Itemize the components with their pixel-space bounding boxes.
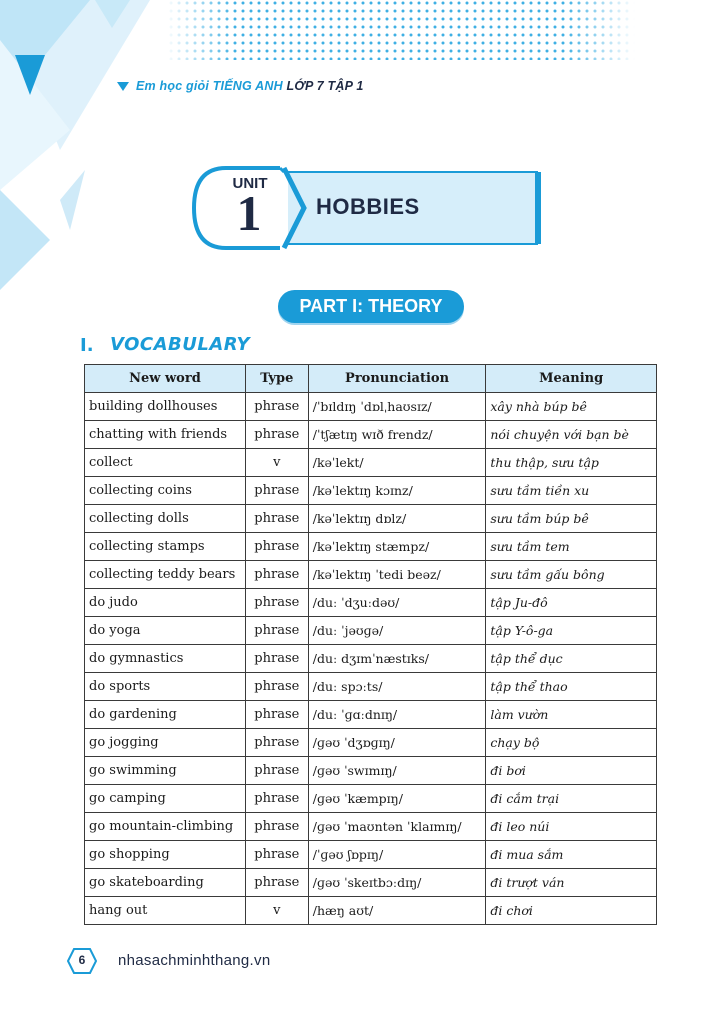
cell-pronunciation: /duː dʒɪmˈnæstɪks/ (308, 645, 486, 673)
table-row (85, 813, 657, 841)
cell-type: phrase (245, 393, 308, 421)
cell-word: do gardening (85, 701, 246, 729)
cell-type: phrase (245, 673, 308, 701)
cell-word: go camping (85, 785, 246, 813)
table-row (85, 645, 657, 673)
cell-pronunciation: /ɡəʊ ˈkæmpɪŋ/ (308, 785, 486, 813)
cell-pronunciation: /kəˈlekt/ (308, 449, 486, 477)
cell-meaning: tập Ju-đô (486, 589, 657, 617)
cell-meaning: tập Y-ô-ga (486, 617, 657, 645)
cell-meaning: nói chuyện với bạn bè (486, 421, 657, 449)
unit-label: UNIT (232, 175, 268, 192)
table-row (85, 617, 657, 645)
page-number: 6 (78, 953, 86, 967)
series-title: Em học giỏi TIẾNG ANH LỚP 7 TẬP 1 (136, 79, 364, 93)
vocabulary-table (84, 364, 657, 925)
cell-word: collecting dolls (85, 505, 246, 533)
column-header-pronunciation: Pronunciation (308, 365, 486, 393)
cell-pronunciation: /duː spɔːts/ (308, 673, 486, 701)
part-heading: PART I: THEORY (278, 290, 464, 323)
cell-word: go swimming (85, 757, 246, 785)
table-row (85, 757, 657, 785)
column-header-word: New word (85, 365, 246, 393)
unit-number: 1 (236, 185, 262, 241)
cell-word: hang out (85, 897, 246, 925)
table-row (85, 589, 657, 617)
cell-word: collect (85, 449, 246, 477)
table-row (85, 841, 657, 869)
cell-word: do gymnastics (85, 645, 246, 673)
cell-pronunciation: /ɡəʊ ˈskeɪtbɔːdɪŋ/ (308, 869, 486, 897)
table-row (85, 477, 657, 505)
cell-type: phrase (245, 785, 308, 813)
table-row (85, 421, 657, 449)
cell-meaning: thu thập, sưu tập (486, 449, 657, 477)
table-row (85, 897, 657, 925)
cell-meaning: chạy bộ (486, 729, 657, 757)
cell-meaning: đi mua sắm (486, 841, 657, 869)
cell-pronunciation: /kəˈlektɪŋ kɔɪnz/ (308, 477, 486, 505)
table-header-row (85, 365, 657, 393)
cell-meaning: làm vườn (486, 701, 657, 729)
cell-type: phrase (245, 729, 308, 757)
cell-type: phrase (245, 841, 308, 869)
cell-pronunciation: /hæŋ aʊt/ (308, 897, 486, 925)
cell-pronunciation: /ɡəʊ ˈdʒɒɡɪŋ/ (308, 729, 486, 757)
cell-meaning: đi bơi (486, 757, 657, 785)
cell-pronunciation: /ɡəʊ ˈswɪmɪŋ/ (308, 757, 486, 785)
cell-pronunciation: /kəˈlektɪŋ ˈtedi beəz/ (308, 561, 486, 589)
column-header-type: Type (245, 365, 308, 393)
cell-pronunciation: /duː ˈɡɑːdnɪŋ/ (308, 701, 486, 729)
cell-word: collecting stamps (85, 533, 246, 561)
cell-pronunciation: /duː ˈdʒuːdəʊ/ (308, 589, 486, 617)
cell-type: v (245, 897, 308, 925)
cell-type: phrase (245, 645, 308, 673)
table-row (85, 561, 657, 589)
cell-meaning: tập thể thao (486, 673, 657, 701)
cell-word: go shopping (85, 841, 246, 869)
table-row (85, 533, 657, 561)
website-link[interactable]: nhasachminhthang.vn (118, 952, 271, 969)
cell-type: phrase (245, 813, 308, 841)
cell-meaning: đi leo núi (486, 813, 657, 841)
cell-word: chatting with friends (85, 421, 246, 449)
unit-title: HOBBIES (316, 194, 420, 219)
cell-type: v (245, 449, 308, 477)
cell-meaning: xây nhà búp bê (486, 393, 657, 421)
page-number-badge (67, 948, 97, 974)
table-row (85, 869, 657, 897)
column-header-meaning: Meaning (486, 365, 657, 393)
cell-word: go skateboarding (85, 869, 246, 897)
cell-word: go jogging (85, 729, 246, 757)
cell-type: phrase (245, 477, 308, 505)
cell-meaning: đi trượt ván (486, 869, 657, 897)
table-row (85, 449, 657, 477)
cell-type: phrase (245, 757, 308, 785)
table-row (85, 785, 657, 813)
cell-type: phrase (245, 617, 308, 645)
table-row (85, 393, 657, 421)
cell-meaning: tập thể dục (486, 645, 657, 673)
cell-word: collecting teddy bears (85, 561, 246, 589)
cell-meaning: sưu tầm búp bê (486, 505, 657, 533)
cell-word: go mountain-climbing (85, 813, 246, 841)
cell-type: phrase (245, 505, 308, 533)
table-row (85, 505, 657, 533)
cell-pronunciation: /kəˈlektɪŋ stæmpz/ (308, 533, 486, 561)
cell-type: phrase (245, 869, 308, 897)
cell-type: phrase (245, 533, 308, 561)
cell-pronunciation: /ˈbɪldɪŋ ˈdɒlˌhaʊsɪz/ (308, 393, 486, 421)
cell-meaning: sưu tầm tem (486, 533, 657, 561)
cell-word: do yoga (85, 617, 246, 645)
cell-pronunciation: /ˈɡəʊ ʃɒpɪŋ/ (308, 841, 486, 869)
cell-meaning: sưu tầm tiền xu (486, 477, 657, 505)
cell-word: building dollhouses (85, 393, 246, 421)
cell-type: phrase (245, 561, 308, 589)
cell-type: phrase (245, 701, 308, 729)
section-title: VOCABULARY (110, 334, 251, 355)
cell-type: phrase (245, 421, 308, 449)
table-row (85, 673, 657, 701)
cell-pronunciation: /ˈtʃætɪŋ wɪð frendz/ (308, 421, 486, 449)
cell-word: do judo (85, 589, 246, 617)
cell-meaning: sưu tầm gấu bông (486, 561, 657, 589)
cell-word: collecting coins (85, 477, 246, 505)
cell-pronunciation: /kəˈlektɪŋ dɒlz/ (308, 505, 486, 533)
table-row (85, 701, 657, 729)
cell-word: do sports (85, 673, 246, 701)
section-number: I. (80, 335, 94, 356)
dotted-band-decoration (0, 0, 726, 70)
cell-meaning: đi chơi (486, 897, 657, 925)
chevron-down-icon (117, 82, 129, 92)
cell-pronunciation: /ɡəʊ ˈmaʊntən ˈklaɪmɪŋ/ (308, 813, 486, 841)
cell-type: phrase (245, 589, 308, 617)
cell-pronunciation: /duː ˈjəʊɡə/ (308, 617, 486, 645)
cell-meaning: đi cắm trại (486, 785, 657, 813)
table-row (85, 729, 657, 757)
